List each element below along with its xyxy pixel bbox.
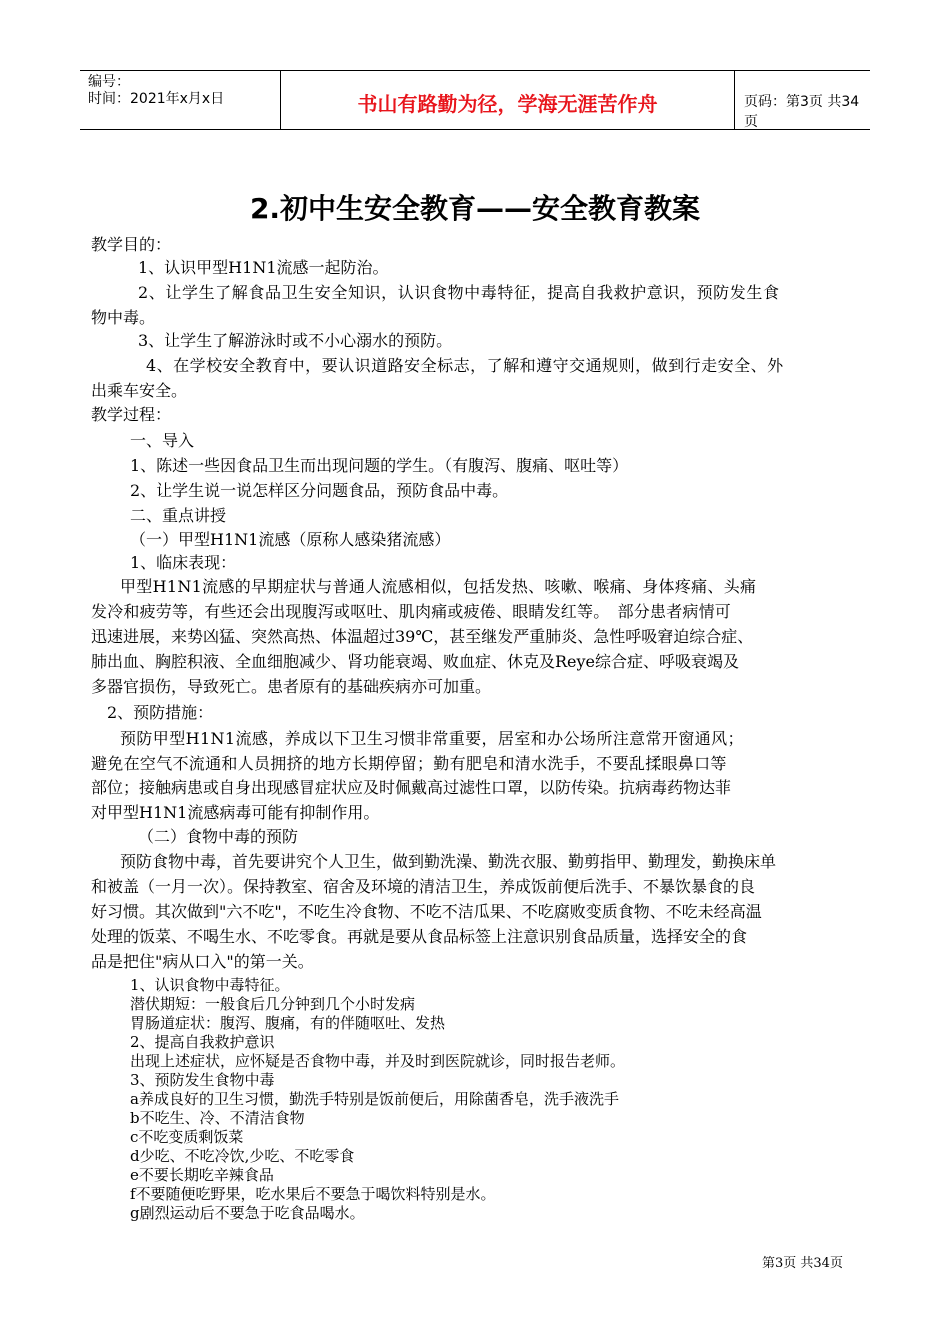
body-line: 和被盖（一月一次）。保持教室、宿舍及环境的清洁卫生，养成饭前便后洗手、不暴饮暴食的良 — [91, 877, 756, 896]
body-line: 二、重点讲授 — [130, 506, 227, 525]
body-line: 2、让学生了解食品卫生安全知识，认识食物中毒特征，提高自我救护意识，预防发生食 — [138, 283, 780, 302]
body-line: 甲型H1N1流感的早期症状与普通人流感相似，包括发热、咳嗽、喉痛、身体疼痛、头痛 — [120, 577, 757, 596]
body-line: 教学目的： — [91, 235, 172, 254]
body-line: 避免在空气不流通和人员拥挤的地方长期停留；勤有肥皂和清水洗手，不要乱揉眼鼻口等 — [91, 754, 727, 773]
body-line: b不吃生、冷、不清洁食物 — [130, 1109, 305, 1127]
body-line: g剧烈运动后不要急于吃食品喝水。 — [130, 1204, 365, 1222]
header-motto-cell — [280, 71, 735, 129]
header-meta-cell — [80, 71, 280, 129]
body-line: （一）甲型H1N1流感（原称人感染猪流感） — [130, 530, 451, 549]
header-page-cell — [734, 71, 870, 129]
document-date: 时间：2021年x月x日 — [88, 91, 225, 107]
body-line: 3、预防发生食物中毒 — [130, 1071, 275, 1089]
page-header — [80, 70, 870, 130]
body-line: 对甲型H1N1流感病毒可能有抑制作用。 — [91, 803, 380, 822]
body-line: 1、陈述一些因食品卫生而出现问题的学生。（有腹泻、腹痛、呕吐等） — [130, 456, 629, 475]
body-line: （二）食物中毒的预防 — [138, 827, 299, 846]
body-line: 3、让学生了解游泳时或不小心溺水的预防。 — [138, 331, 453, 350]
body-line: 2、让学生说一说怎样区分问题食品，预防食品中毒。 — [130, 481, 509, 500]
page-indicator: 页码：第3页 共34页 — [744, 94, 860, 130]
body-line: d少吃、不吃冷饮,少吃、不吃零食 — [130, 1147, 355, 1165]
body-line: 出现上述症状，应怀疑是否食物中毒，并及时到医院就诊，同时报告老师。 — [130, 1052, 626, 1070]
body-line: e不要长期吃辛辣食品 — [130, 1166, 274, 1184]
body-line: 出乘车安全。 — [91, 381, 188, 400]
body-line: 肺出血、胸腔积液、全血细胞减少、肾功能衰竭、败血症、休克及Reye综合症、呼吸衰竭及 — [91, 652, 740, 671]
body-line: 发冷和疲劳等，有些还会出现腹泻或呕吐、肌肉痛或疲倦、眼睛发红等。 部分患者病情可 — [91, 602, 732, 621]
body-line: 1、认识食物中毒特征。 — [130, 976, 290, 994]
body-line: 4、在学校安全教育中，要认识道路安全标志，了解和遵守交通规则，做到行走安全、外 — [146, 356, 784, 375]
body-line: 多器官损伤，导致死亡。患者原有的基础疾病亦可加重。 — [91, 677, 492, 696]
body-line: 一、导入 — [130, 431, 195, 450]
body-line: 处理的饭菜、不喝生水、不吃零食。再就是要从食品标签上注意识别食品质量，选择安全的食 — [91, 927, 748, 946]
body-line: f不要随便吃野果，吃水果后不要急于喝饮料特别是水。 — [130, 1185, 496, 1203]
body-line: 潜伏期短：一般食后几分钟到几个小时发病 — [130, 995, 416, 1013]
body-line: 2、预防措施： — [107, 703, 214, 722]
page-footer: 第3页 共34页 — [762, 1256, 843, 1271]
body-line: 胃肠道症状：腹泻、腹痛，有的伴随呕吐、发热 — [130, 1014, 446, 1032]
body-line: a养成良好的卫生习惯，勤洗手特别是饭前便后，用除菌香皂，洗手液洗手 — [130, 1090, 619, 1108]
body-line: 1、临床表现： — [130, 553, 237, 572]
document-title: 2.初中生安全教育——安全教育教案 — [249, 192, 701, 225]
body-line: 品是把住"病从口入"的第一关。 — [91, 952, 314, 971]
body-line: 1、认识甲型H1N1流感一起防治。 — [138, 258, 389, 277]
body-line: 迅速进展，来势凶猛、突然高热、体温超过39℃，甚至继发严重肺炎、急性呼吸窘迫综合症、 — [91, 627, 754, 646]
body-line: 物中毒。 — [91, 308, 156, 327]
document-number: 编号： — [88, 74, 130, 90]
body-line: 教学过程： — [91, 405, 172, 424]
body-line: 部位；接触病患或自身出现感冒症状应及时佩戴高过滤性口罩，以防传染。抗病毒药物达菲 — [91, 778, 732, 797]
body-line: 预防食物中毒，首先要讲究个人卫生，做到勤洗澡、勤洗衣服、勤剪指甲、勤理发，勤换床单 — [120, 852, 777, 871]
motto: 书山有路勤为径，学海无涯苦作舟 — [357, 92, 658, 116]
body-line: 预防甲型H1N1流感，养成以下卫生习惯非常重要，居室和办公场所注意常开窗通风； — [120, 729, 744, 748]
body-line: c不吃变质剩饭菜 — [130, 1128, 244, 1146]
body-line: 好习惯。其次做到"六不吃"，不吃生冷食物、不吃不洁瓜果、不吃腐败变质食物、不吃未经高温 — [91, 902, 762, 921]
body-line: 2、提高自我救护意识 — [130, 1033, 275, 1051]
